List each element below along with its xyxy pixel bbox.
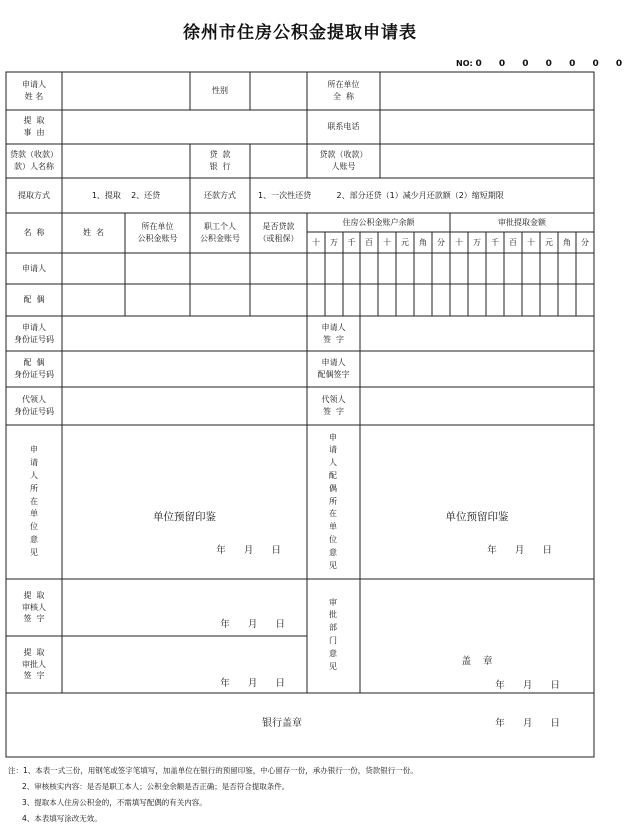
approved-unit: 千 (491, 237, 499, 247)
unit-name-label: 所在单位 全 称 (327, 80, 360, 101)
serial-digits: 0 0 0 0 0 0 0 (475, 59, 629, 69)
approved-unit: 元 (545, 237, 553, 247)
bank-seal-label: 银行盖章 (262, 717, 302, 729)
note-line: 注：1、本表一式三份，用钢笔或签字笔填写，加盖单位在银行的预留印鉴，中心留存一份，承办银行一份，贷款银行一份。 (8, 766, 418, 775)
agent-id-field[interactable] (62, 387, 307, 425)
row-applicant-label: 申请人 (22, 263, 46, 273)
loan-bank-label: 贷 款 银 行 (209, 150, 231, 171)
balance-unit: 元 (401, 237, 409, 247)
header-approved: 审批提取金额 (498, 217, 546, 227)
balance-unit: 百 (365, 237, 373, 247)
right-opinion-label: 申请人配偶所在单位意见 (329, 432, 337, 570)
balance-unit: 万 (330, 237, 338, 247)
header-person: 姓 名 (82, 228, 105, 238)
balance-unit: 十 (383, 237, 391, 247)
loan-name-label: 贷款（收款） 款）人名称 (10, 150, 58, 171)
balance-unit: 千 (347, 237, 356, 247)
reviewer-label: 提 取 审核人 签 字 (22, 591, 46, 624)
approved-unit: 分 (581, 237, 589, 247)
note-line: 4、本表填写涂改无效。 (22, 814, 102, 823)
approved-unit: 万 (473, 237, 481, 247)
approved-unit: 角 (563, 237, 571, 247)
spouse-sign-label: 申请人 配偶签字 (317, 358, 350, 379)
loan-bank-field[interactable] (250, 144, 307, 178)
row-spouse-fields[interactable] (62, 284, 594, 316)
phone-field[interactable] (380, 110, 594, 144)
left-opinion-label: 申请人所在单位意见 (30, 445, 38, 557)
row-spouse-label: 配 偶 (23, 295, 45, 305)
agent-sign-field[interactable] (360, 387, 594, 425)
spouse-sign-field[interactable] (360, 351, 594, 387)
approver-date: 年 月 日 (220, 678, 285, 690)
applicant-id-label: 申请人 身份证号码 (14, 322, 54, 344)
loan-name-field[interactable] (62, 144, 190, 178)
right-opinion-date: 年 月 日 (487, 545, 552, 557)
note-line: 3、提取本人住房公积金的，不需填写配偶的有关内容。 (22, 798, 207, 807)
applicant-sign-field[interactable] (360, 316, 594, 351)
approved-unit: 百 (509, 237, 517, 247)
agent-sign-label: 代领人 签 字 (321, 395, 346, 416)
header-name: 名 称 (23, 228, 45, 238)
note-line: 2、审核核实内容：是否是职工本人；公积金余额是否正确；是否符合提取条件。 (22, 782, 290, 791)
approved-unit: 十 (527, 237, 535, 247)
loan-account-field[interactable] (380, 144, 594, 178)
approved-unit: 十 (455, 237, 463, 247)
loan-account-label: 贷款（收款） 人账号 (319, 150, 368, 171)
header-balance: 住房公积金账户余额 (342, 217, 415, 227)
left-seal-text: 单位预留印鉴 (153, 511, 216, 524)
spouse-id-field[interactable] (62, 351, 307, 387)
approver-label: 提 取 审批人 签 字 (22, 648, 46, 681)
method-options[interactable]: 1、提取 2、还贷 (91, 190, 161, 200)
bank-date: 年 月 日 (495, 718, 560, 730)
header-personal-account: 职工个人 公积金账号 (200, 222, 240, 243)
row-applicant-fields[interactable] (62, 253, 594, 284)
reason-label: 提 取 事 由 (23, 116, 45, 137)
right-seal-text: 单位预留印鉴 (445, 511, 509, 524)
header-is-loan: 是否贷款 （或租保） (258, 222, 299, 243)
unit-name-field[interactable] (380, 72, 594, 110)
gender-field[interactable] (250, 72, 307, 110)
agent-id-label: 代领人 身份证号码 (14, 395, 54, 416)
applicant-name-label: 申请人 姓 名 (22, 80, 46, 101)
left-opinion-date: 年 月 日 (216, 545, 281, 557)
dept-date: 年 月 日 (495, 680, 560, 692)
reason-field[interactable] (62, 110, 307, 144)
notes (8, 763, 418, 827)
balance-unit: 角 (419, 237, 427, 247)
dept-opinion-label: 审批部门意见 (329, 597, 337, 671)
serial-label: NO: (456, 59, 473, 68)
balance-unit: 十 (312, 237, 320, 247)
gender-label: 性别 (212, 86, 228, 96)
balance-unit: 分 (437, 237, 445, 247)
applicant-name-field[interactable] (62, 72, 190, 110)
phone-label: 联系电话 (327, 122, 360, 132)
method-label: 提取方式 (18, 190, 50, 200)
repay-options[interactable]: 1、一次性还贷 2、部分还贷（1）减少月还款额（2）缩短期限 (258, 190, 504, 200)
spouse-id-label: 配 偶 身份证号码 (14, 358, 54, 379)
header-unit-account: 所在单位 公积金账号 (137, 222, 178, 243)
reviewer-date: 年 月 日 (220, 619, 285, 631)
form-title: 徐州市住房公积金提取申请表 (183, 23, 417, 43)
applicant-id-field[interactable] (62, 316, 307, 351)
repay-label: 还款方式 (204, 190, 236, 200)
dept-stamp-text: 盖 章 (461, 656, 493, 668)
applicant-sign-label: 申请人 签 字 (321, 322, 346, 344)
